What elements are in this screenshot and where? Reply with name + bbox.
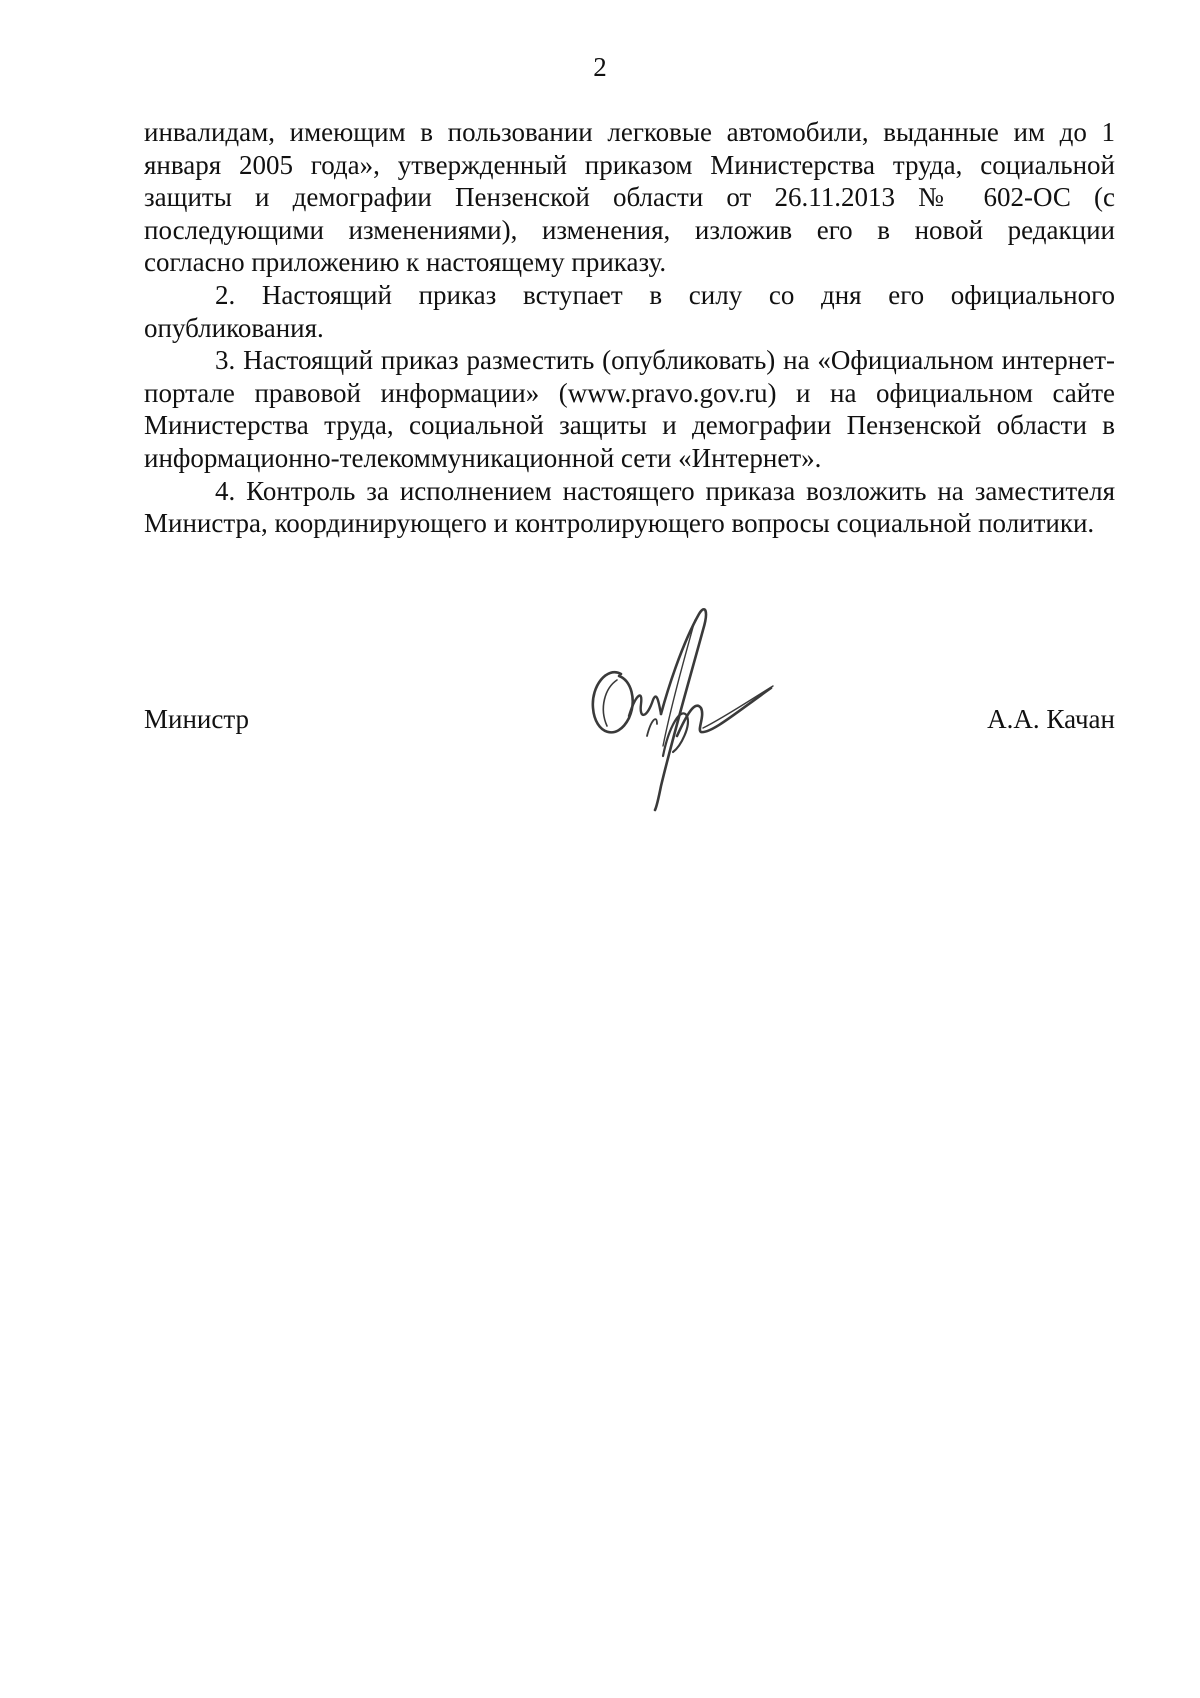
page-number: 2 [593, 52, 607, 82]
body-line: инвалидам, имеющим в пользовании легковые автомобили, выданные им до 1 [144, 117, 1115, 147]
document-body [144, 116, 1115, 540]
body-line: последующими изменениями), изменения, изложив его в новой редакции [144, 214, 1115, 245]
handwritten-signature [577, 596, 791, 818]
body-line: января 2005 года», утвержденный приказом Министерства труда, социальной [144, 149, 1115, 180]
paragraph-2: 2. Настоящий приказ вступает в силу со дня его официального опубликования. [144, 279, 1115, 343]
body-line: защиты и демографии Пензенской области от 26.11.2013 № 602-ОС (с [144, 182, 1115, 213]
paragraph-3: 3. Настоящий приказ разместить (опубликовать) на «Официальном интернет-портале правовой информации» (www.pravo.gov.ru) и на официальном сайте Министерства труда, социальной защиты и демографии Пензенской области в информационно-телекоммуникационной сети «Интернет». [144, 345, 1115, 473]
signatory-title: Министр [144, 704, 249, 734]
paragraph-4: 4. Контроль за исполнением настоящего приказа возложить на заместителя Министра, координирующего и контролирующего вопросы социальной политики. [144, 475, 1115, 539]
signatory-name: А.А. Качан [987, 704, 1115, 734]
body-line: согласно приложению к настоящему приказу. [144, 247, 667, 278]
